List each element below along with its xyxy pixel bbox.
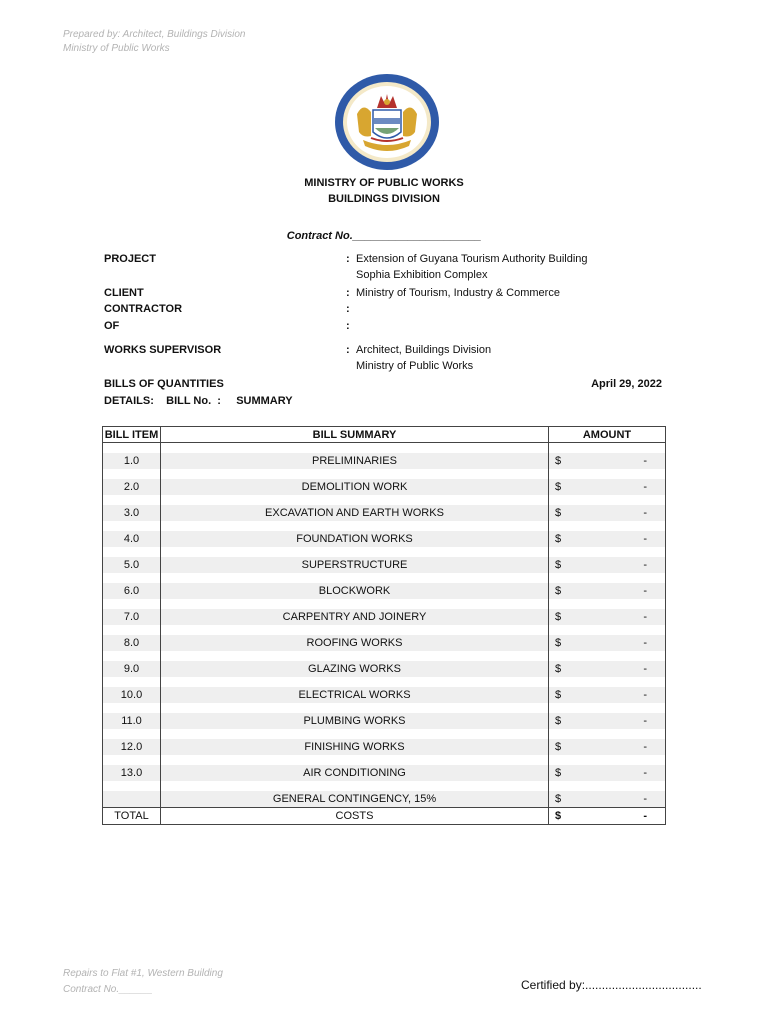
bill-item-cell: 13.0	[103, 765, 160, 781]
currency-sign: $	[555, 715, 562, 727]
currency-sign: $	[555, 767, 562, 779]
currency-sign: $	[555, 689, 562, 701]
table-total-row	[103, 808, 666, 825]
supervisor-value-line2: Ministry of Public Works	[356, 360, 474, 372]
table-row	[103, 443, 666, 470]
client-value: Ministry of Tourism, Industry & Commerce	[356, 287, 560, 299]
amount-value: -	[643, 793, 647, 805]
of-label: OF	[104, 320, 120, 332]
bill-item-cell: 11.0	[103, 713, 160, 729]
amount-value: -	[643, 481, 647, 493]
table-row	[103, 755, 666, 781]
currency-sign: $	[555, 481, 562, 493]
amount-cell	[549, 609, 665, 625]
ministry-seal-logo	[333, 72, 441, 172]
amount-cell	[549, 531, 665, 547]
amount-cell	[549, 453, 665, 469]
bill-summary-cell: FOUNDATION WORKS	[161, 531, 548, 547]
supervisor-value-line1: Architect, Buildings Division	[356, 344, 492, 356]
bill-item-cell	[103, 791, 160, 807]
currency-sign: $	[555, 741, 562, 753]
amount-value: -	[643, 689, 647, 701]
total-label: TOTAL	[103, 808, 161, 825]
table-row	[103, 651, 666, 677]
amount-cell	[549, 505, 665, 521]
amount-cell	[549, 791, 665, 807]
client-colon: :	[346, 287, 350, 299]
org-name: MINISTRY OF PUBLIC WORKS	[304, 177, 464, 189]
currency-sign: $	[555, 637, 562, 649]
bill-item-cell: 2.0	[103, 479, 160, 495]
amount-value: -	[643, 559, 647, 571]
bill-summary-cell: ELECTRICAL WORKS	[161, 687, 548, 703]
table-row	[103, 547, 666, 573]
amount-cell	[549, 765, 665, 781]
table-row	[103, 729, 666, 755]
bill-item-cell: 12.0	[103, 739, 160, 755]
bill-item-cell: 9.0	[103, 661, 160, 677]
table-row	[103, 495, 666, 521]
bill-summary-cell: AIR CONDITIONING	[161, 765, 548, 781]
amount-value: -	[643, 611, 647, 623]
bill-summary-cell: PRELIMINARIES	[161, 453, 548, 469]
client-label: CLIENT	[104, 287, 144, 299]
amount-cell	[549, 661, 665, 677]
bill-summary-cell: ROOFING WORKS	[161, 635, 548, 651]
header-note-line2: Ministry of Public Works	[63, 43, 170, 54]
table-row	[103, 469, 666, 495]
table-row	[103, 677, 666, 703]
amount-value: -	[643, 663, 647, 675]
document-date: April 29, 2022	[591, 378, 662, 390]
footer-note	[63, 966, 223, 998]
contract-no: Contract No._____________________	[286, 230, 482, 242]
certified-by: Certified by:...................................	[521, 978, 702, 992]
bill-summary-cell: SUPERSTRUCTURE	[161, 557, 548, 573]
table-row	[103, 625, 666, 651]
project-colon: :	[346, 253, 350, 265]
supervisor-colon: :	[346, 344, 350, 356]
project-value-line1: Extension of Guyana Tourism Authority Building	[356, 253, 588, 265]
header-note	[63, 28, 246, 56]
bill-summary-cell: BLOCKWORK	[161, 583, 548, 599]
bill-item-cell: 10.0	[103, 687, 160, 703]
amount-value: -	[643, 507, 647, 519]
currency-sign: $	[555, 559, 562, 571]
header-bill-item: BILL ITEM	[103, 427, 161, 443]
project-value-line2: Sophia Exhibition Complex	[356, 269, 488, 281]
amount-value: -	[643, 715, 647, 727]
currency-sign: $	[555, 507, 562, 519]
currency-sign: $	[555, 793, 562, 805]
bills-of-quantities-label: BILLS OF QUANTITIES	[104, 378, 224, 390]
bill-item-cell: 5.0	[103, 557, 160, 573]
of-colon: :	[346, 320, 350, 332]
bill-item-cell: 3.0	[103, 505, 160, 521]
amount-cell	[549, 635, 665, 651]
amount-cell	[549, 583, 665, 599]
bill-summary-cell: EXCAVATION AND EARTH WORKS	[161, 505, 548, 521]
bill-summary-cell: PLUMBING WORKS	[161, 713, 548, 729]
currency-sign: $	[555, 455, 562, 467]
amount-cell	[549, 739, 665, 755]
amount-value: -	[643, 637, 647, 649]
table-header-row	[103, 427, 666, 443]
bill-item-cell: 4.0	[103, 531, 160, 547]
bill-summary-cell: FINISHING WORKS	[161, 739, 548, 755]
bill-item-cell: 6.0	[103, 583, 160, 599]
bill-summary-cell: GENERAL CONTINGENCY, 15%	[161, 791, 548, 807]
table-row	[103, 703, 666, 729]
total-currency-sign: $	[555, 810, 562, 822]
table-row	[103, 781, 666, 808]
amount-cell	[549, 479, 665, 495]
total-amount-value: -	[643, 810, 647, 822]
bill-summary-cell: GLAZING WORKS	[161, 661, 548, 677]
currency-sign: $	[555, 533, 562, 545]
amount-value: -	[643, 767, 647, 779]
supervisor-label: WORKS SUPERVISOR	[104, 344, 222, 356]
bill-item-cell: 8.0	[103, 635, 160, 651]
footer-note-line1: Repairs to Flat #1, Western Building	[63, 968, 223, 979]
org-division: BUILDINGS DIVISION	[328, 193, 440, 205]
amount-cell	[549, 687, 665, 703]
header-amount: AMOUNT	[549, 427, 666, 443]
currency-sign: $	[555, 585, 562, 597]
amount-value: -	[643, 741, 647, 753]
bill-summary-cell: DEMOLITION WORK	[161, 479, 548, 495]
details-line: DETAILS: BILL No. : SUMMARY	[104, 395, 293, 407]
amount-value: -	[643, 533, 647, 545]
footer-note-line2: Contract No.______	[63, 984, 153, 995]
bill-item-cell: 1.0	[103, 453, 160, 469]
table-row	[103, 573, 666, 599]
bill-summary-table	[102, 426, 666, 825]
contractor-label: CONTRACTOR	[104, 303, 183, 315]
amount-value: -	[643, 585, 647, 597]
header-note-line1: Prepared by: Architect, Buildings Division	[63, 29, 246, 40]
table-row	[103, 521, 666, 547]
total-summary: COSTS	[161, 808, 549, 825]
currency-sign: $	[555, 611, 562, 623]
amount-value: -	[643, 455, 647, 467]
amount-cell	[549, 557, 665, 573]
bill-item-cell: 7.0	[103, 609, 160, 625]
header-bill-summary: BILL SUMMARY	[161, 427, 549, 443]
project-label: PROJECT	[104, 253, 156, 265]
amount-cell	[549, 713, 665, 729]
currency-sign: $	[555, 663, 562, 675]
bill-summary-cell: CARPENTRY AND JOINERY	[161, 609, 548, 625]
total-amount-cell	[549, 808, 665, 824]
contractor-colon: :	[346, 303, 350, 315]
table-row	[103, 599, 666, 625]
